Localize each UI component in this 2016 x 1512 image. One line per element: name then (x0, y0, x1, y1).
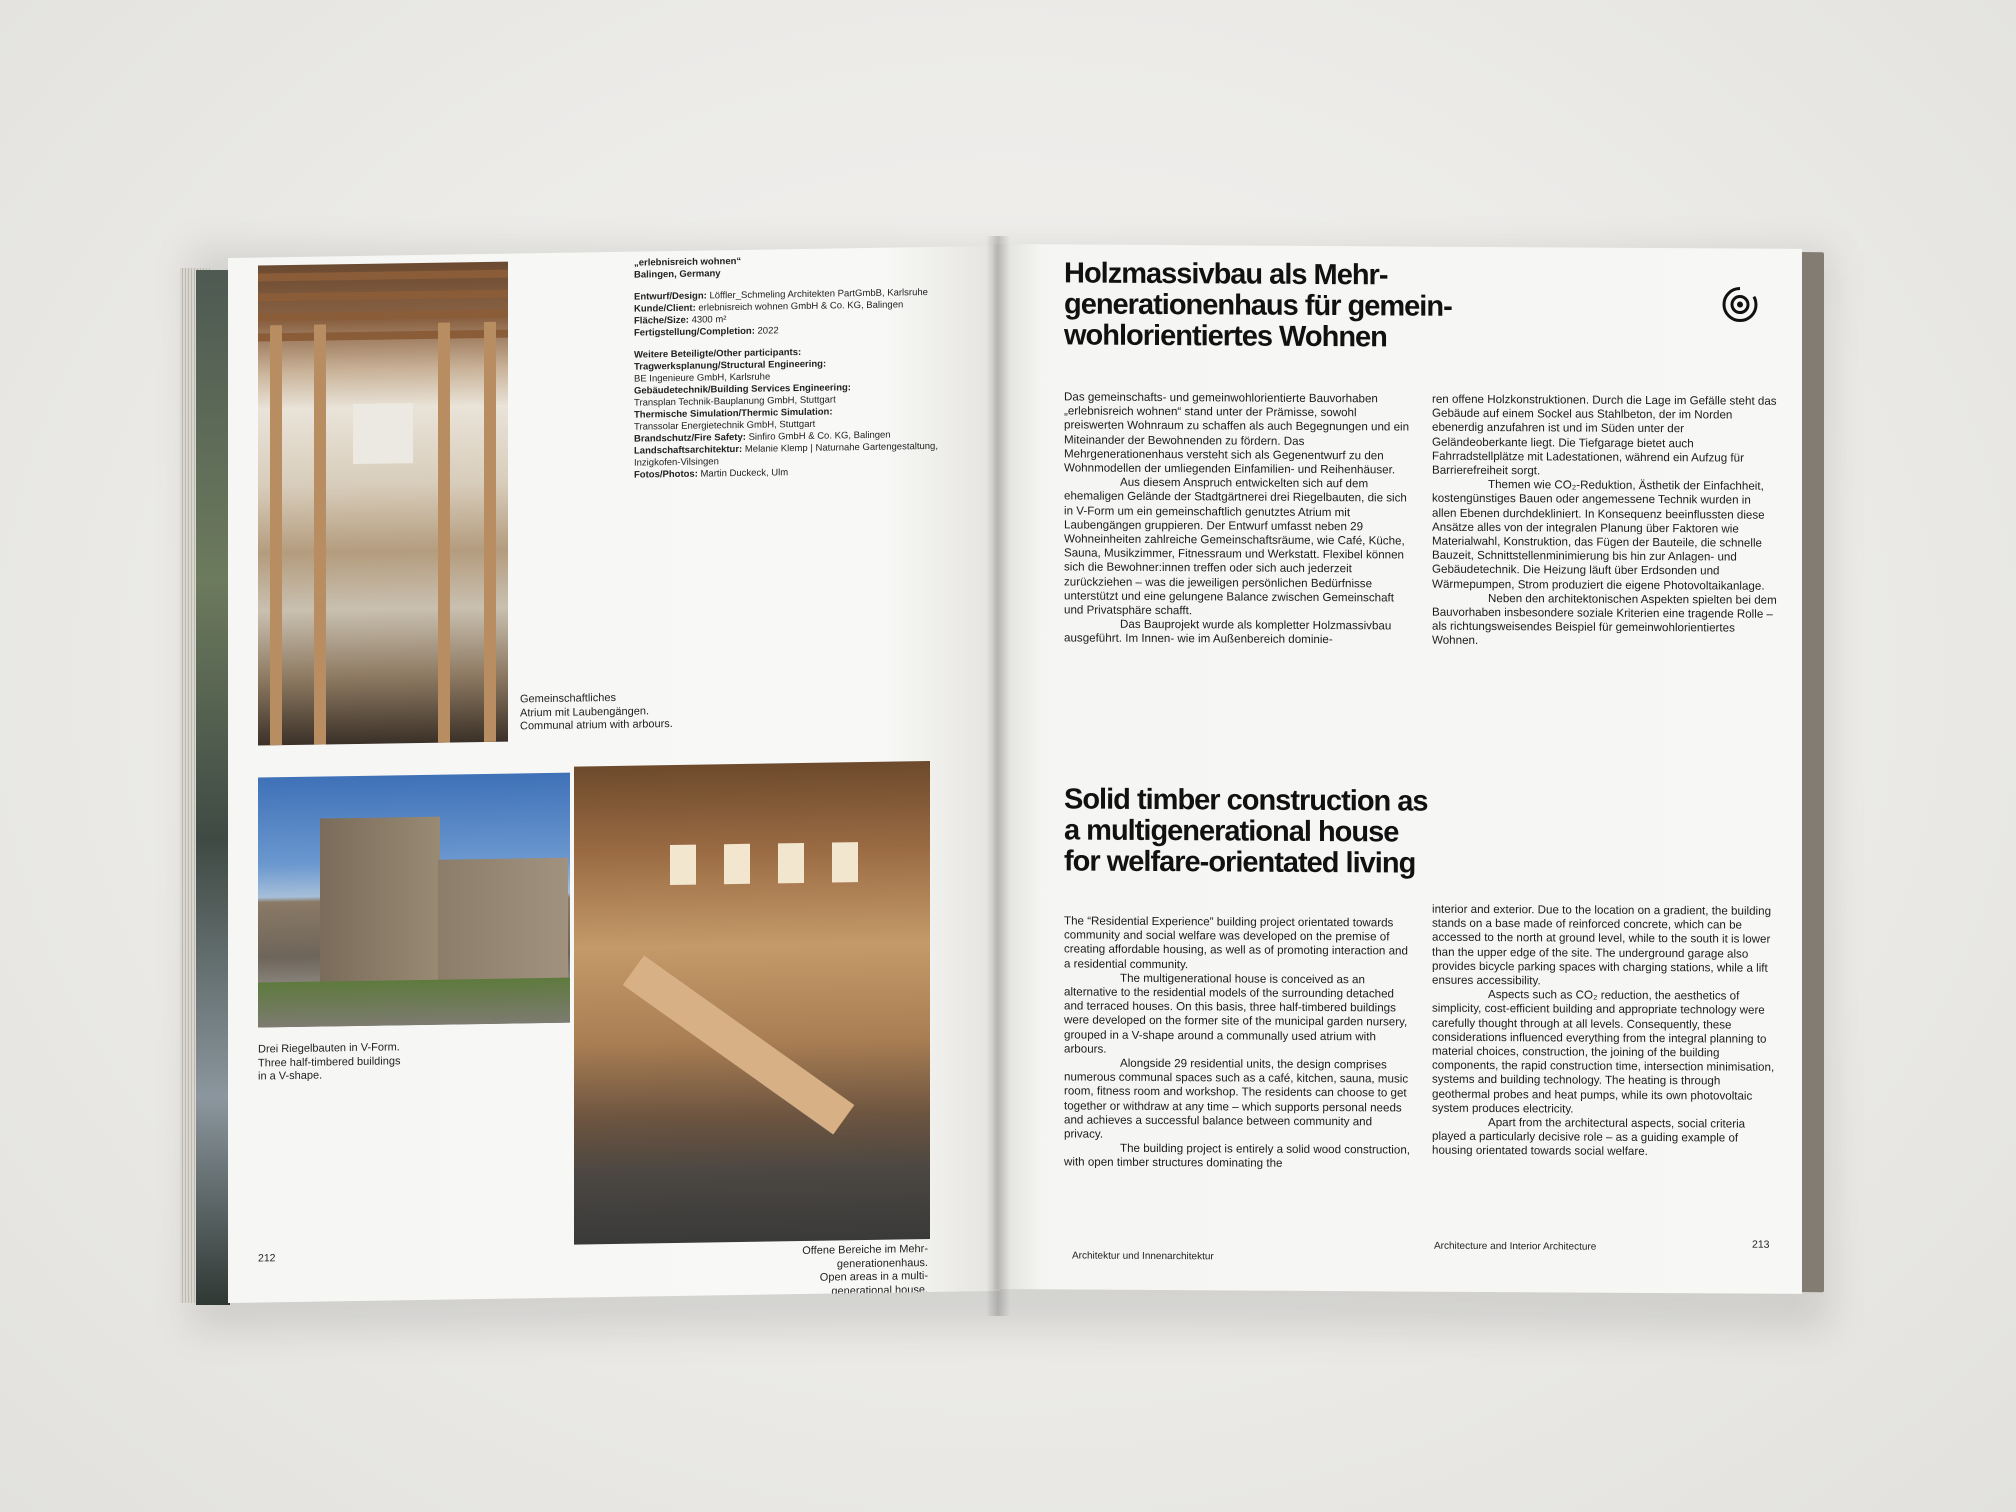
participant-label: Tragwerksplanung/Structural Engineering: (634, 358, 827, 373)
credit-line: Fotos/Photos: Martin Duckeck, Ulm (634, 467, 789, 481)
english-text-column-1 (1064, 914, 1414, 1172)
page-number-left: 212 (258, 1252, 276, 1265)
headline-english: Solid timber construction as a multigenerational house for welfare-orientated living (1064, 783, 1428, 880)
participant-label: Gebäudetechnik/Building Services Engineering: (634, 382, 851, 397)
credit-line: Fläche/Size: 4300 m² (634, 314, 727, 327)
credit-line: Fertigstellung/Completion: 2022 (634, 325, 779, 339)
project-credits (634, 252, 964, 481)
right-page (994, 244, 1802, 1294)
footer-section-german: Architektur und Innenarchitektur (1072, 1250, 1214, 1263)
english-text-column-2 (1432, 903, 1777, 1161)
participants-heading: Weitere Beteiligte/Other participants: (634, 346, 802, 361)
paragraph: The building project is entirely a solid wood construction, with open timber structures dominating the (1064, 1142, 1410, 1171)
headline-german: Holzmassivbau als Mehr- generationenhaus für gemein- wohlorientiertes Wohnen (1064, 257, 1452, 354)
interior-caption: Offene Bereiche im Mehr- generationenhaus. Open areas in a multi- generational house. (802, 1243, 928, 1298)
credit-line: Brandschutz/Fire Safety: Sinfiro GmbH & Co. KG, Balingen (634, 429, 891, 445)
project-location: Balingen, Germany (634, 268, 721, 281)
atrium-caption: Gemeinschaftliches Atrium mit Laubengängen. Communal atrium with arbours. (520, 691, 673, 733)
exterior-caption: Drei Riegelbauten in V-Form. Three half-timbered buildings in a V-shape. (258, 1041, 401, 1083)
paragraph: Das gemeinschafts- und gemeinwohlorientierte Bauvorhaben „erlebnisreich wohnen“ stand unter der Prämisse, sowohl preiswerten Wohnraum zu schaffen als auch Begegnungen und ein Miteinander der Bewohnenden zu fördern. Das Mehrgenerationenhaus versteht sich als Gegenentwurf zu den Wohnmodellen der umliegenden Einfamilien- und Reihenhäuser. (1064, 390, 1410, 477)
paragraph: Das Bauprojekt wurde als kompletter Holzmassivbau ausgeführt. Im Innen- wie im Außenbereich dominie- (1064, 618, 1392, 647)
project-name: „erlebnisreich wohnen“ (634, 255, 742, 269)
paragraph: ren offene Holzkonstruktionen. Durch die Lage im Gefälle steht das Gebäude auf einem Sockel aus Stahlbeton, der im Norden ebenerdig anzufahren ist und im Süden unter der Geländeoberkante liegt. Die Tiefgarage bietet auch Fahrradstellplätze mit Ladestationen, während ein Aufzug für Barrierefreiheit sorgt. (1432, 392, 1777, 478)
concentric-circle-logo-icon (1720, 284, 1760, 324)
paragraph: Aus diesem Anspruch entwickelten sich auf dem ehemaligen Gelände der Stadtgärtnerei drei Riegelbauten, die sich in V-Form um ein gemeinschaftlich genutztes Atrium mit Laubengängen gruppieren. Der Entwurf umfasst neben 29 Wohneinheiten zahlreiche Gemeinschaftsräume, wie Café, Küche, Sauna, Musikzimmer, Fitnessraum und Werkstatt. Flexibel können sich die Bewohner:innen treffen oder sich auch jederzeit zurückziehen – was die jeweiligen persönlichen Bedürfnisse unterstützt und eine gelungene Balance zwischen Gemeinschaft und Privatsphäre schafft. (1064, 475, 1407, 618)
paragraph: Apart from the architectural aspects, social criteria played a particularly decisive role – as a guiding example of housing orientated towards social welfare. (1432, 1116, 1746, 1159)
paragraph: Aspects such as CO₂ reduction, the aesthetics of simplicity, cost-efficient building and appropriate technology were carefully thought through at all levels. Consequently, these considerations influenced everything from the integral planning to material choices, construction, the joining of the building components, the rapid construction time, intersection minimisation, systems and building technology. The heating is through geothermal probes and heat pumps, while its own photovoltaic system produces electricity. (1432, 988, 1775, 1116)
paragraph: Alongside 29 residential units, the design comprises numerous communal spaces such as a café, kitchen, sauna, music room, fitness room and workshop. The residents can choose to get together or withdraw at any time – which supports personal needs and achieves a successful balance between community and privacy. (1064, 1056, 1409, 1141)
credit-line: Landschaftsarchitektur: Melanie Klemp | Naturnahe Gartengestaltung, Inzigkofen-Vilsingen (634, 440, 938, 469)
participant-value: Transsolar Energietechnik GmbH, Stuttgart (634, 418, 816, 433)
page-number-right: 213 (1752, 1238, 1770, 1251)
exterior-photo (258, 773, 570, 1028)
atrium-photo (258, 262, 508, 746)
previous-page-photo-strip (196, 270, 230, 1305)
paragraph: Neben den architektonischen Aspekten spielten bei dem Bauvorhaben insbesondere soziale Kriterien eine tragende Rolle – als richtungsweisendes Beispiel für gemeinwohlorientiertes Wohnen. (1432, 591, 1777, 648)
paragraph: The “Residential Experience” building project orientated towards community and social welfare was developed on the premise of creating affordable housing, as well as of promoting interaction and a residential community. (1064, 914, 1408, 971)
interior-photo (574, 761, 930, 1245)
paragraph: Themen wie CO₂-Reduktion, Ästhetik der Einfachheit, kostengünstiges Bauen oder angemessene Technik wurden in allen Ebenen durchdekliniert. In Konsequenz beeinflussten diese Ansätze alles von der integralen Planung über Faktoren wie Materialwahl, Konstruktion, das Fügen der Bauteile, die schnelle Bauzeit, Schnittstellenminimierung bis hin zur Anlagen- und Gebäudetechnik. Die Heizung läuft über Erdsonden und Wärmepumpen, Strom produziert die eigene Photovoltaikanlage. (1432, 478, 1765, 593)
german-text-column-2 (1432, 393, 1777, 651)
credit-line: Entwurf/Design: Löffler_Schmeling Architekten PartGmbB, Karlsruhe (634, 287, 928, 303)
paragraph: interior and exterior. Due to the location on a gradient, the building stands on a base made of reinforced concrete, which can be accessed to the north at ground level, while to the south it is lower than the upper edge of the site. The underground garage also provides bicycle parking spaces with charging stations, while a lift ensures accessibility. (1432, 902, 1772, 988)
german-text-column-1 (1064, 390, 1414, 648)
participant-value: BE Ingenieure GmbH, Karlsruhe (634, 371, 771, 385)
footer-section-english: Architecture and Interior Architecture (1434, 1240, 1597, 1253)
participant-label: Thermische Simulation/Thermic Simulation: (634, 406, 833, 421)
credit-line: Kunde/Client: erlebnisreich wohnen GmbH & Co. KG, Balingen (634, 299, 904, 315)
participant-value: Transplan Technik-Bauplanung GmbH, Stuttgart (634, 394, 836, 409)
book-gutter (986, 236, 1010, 1316)
left-page (228, 246, 1000, 1303)
paragraph: The multigenerational house is conceived as an alternative to the residential models of the surrounding detached and terraced houses. On this basis, three half-timbered buildings were developed on the former site of the municipal garden nursery, grouped in a V-shape around a communally used atrium with arbours. (1064, 971, 1408, 1056)
